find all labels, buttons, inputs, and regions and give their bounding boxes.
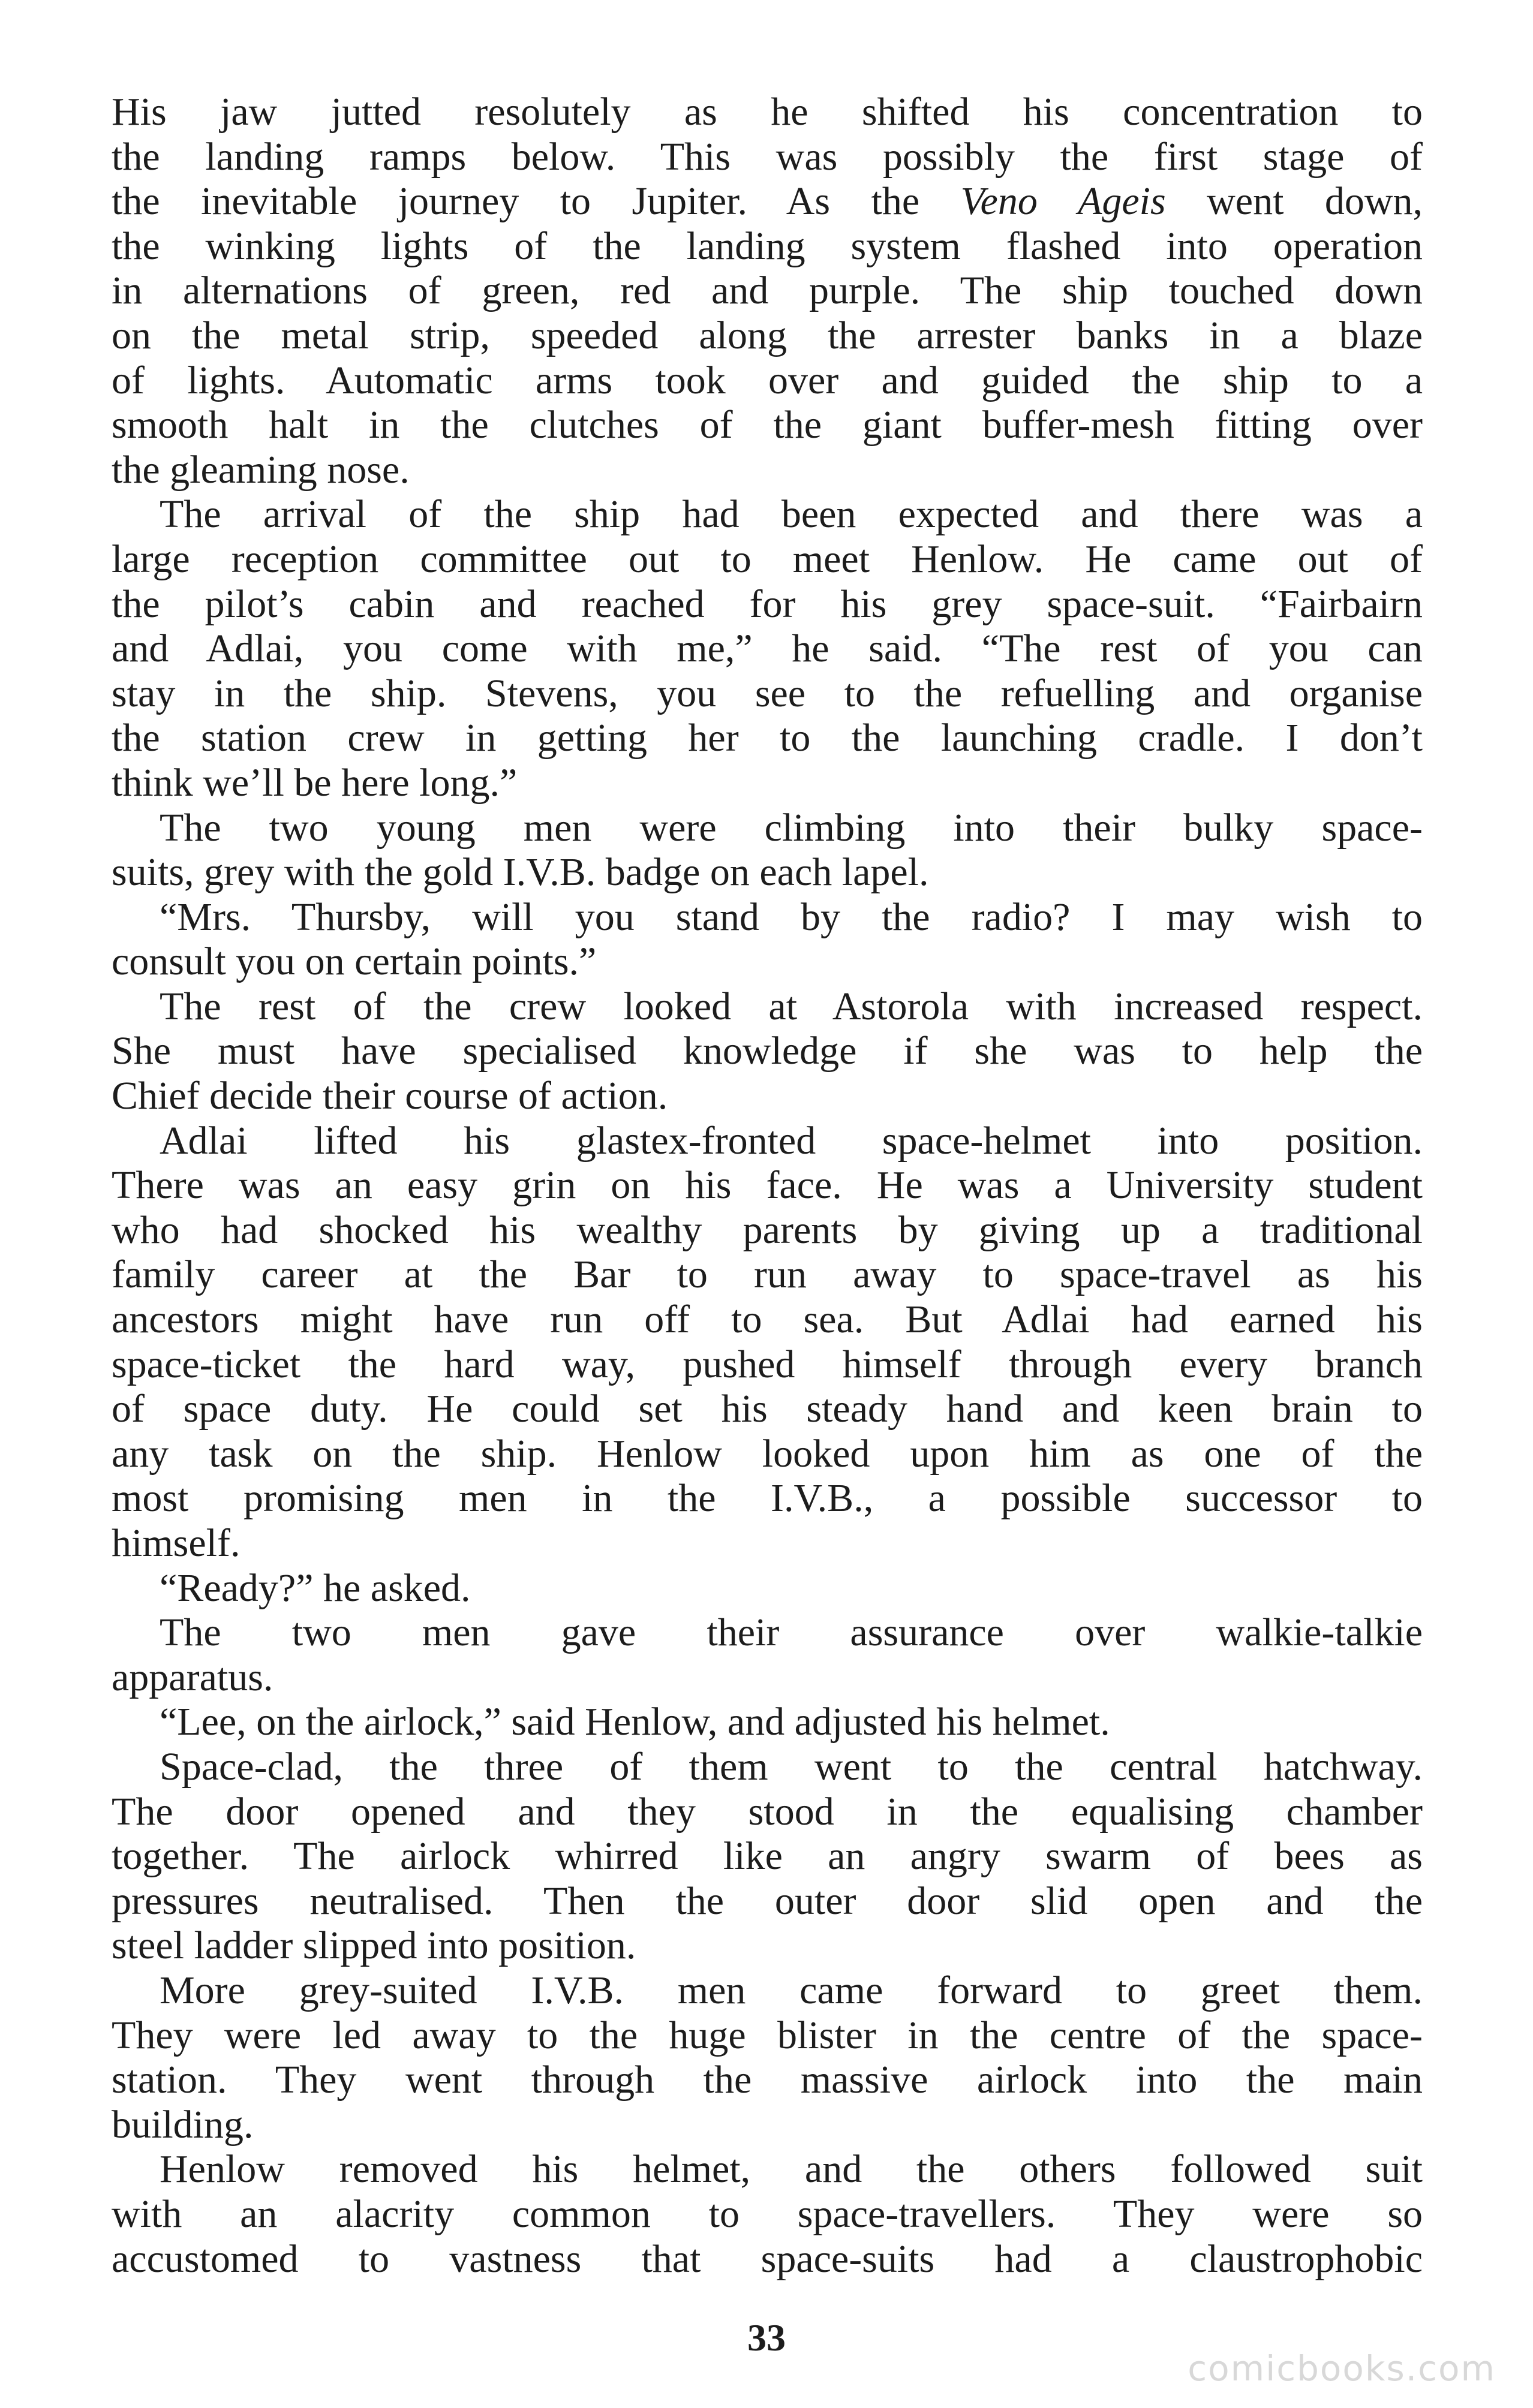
text-line: His jaw jutted resolutely as he shifted his concentration to [112,90,1423,134]
text-line: “Lee, on the airlock,” said Henlow, and adjusted his helmet. [160,1700,1110,1744]
ship-name: Veno Ageis [960,179,1166,224]
text-line: family career at the Bar to run away to space-travel as his [112,1253,1423,1297]
text-line: the pilot’s cabin and reached for his grey space-suit. “Fairbairn [112,582,1423,626]
text-line: station. They went through the massive airlock into the main [112,2058,1423,2102]
paragraph [112,806,1423,895]
text-line: “Ready?” he asked. [160,1566,471,1610]
paragraph [112,985,1423,1119]
paragraph [112,492,1423,805]
text-line: There was an easy grin on his face. He was a University student [112,1163,1423,1208]
text-line: The two young men were climbing into their bulky space- [160,805,1423,850]
paragraph [112,1968,1423,2147]
text-line: Space-clad, the three of them went to the central hatchway. [160,1744,1423,1789]
paragraph [112,1119,1423,1566]
text-line: ancestors might have run off to sea. But Adlai had earned his [112,1298,1423,1342]
text-line: accustomed to vastness that space-suits had a claustrophobic [112,2237,1423,2281]
text-line: Chief decide their course of action. [112,1074,668,1118]
text-line: building. [112,2102,254,2147]
text-line: steel ladder slipped into position. [112,1924,636,1968]
text-line: think we’ll be here long.” [112,760,518,805]
text-line: apparatus. [112,1655,273,1699]
text-line: in alternations of green, red and purple. The ship touched down [112,269,1423,313]
text-line: and Adlai, you come with me,” he said. “The rest of you can [112,627,1423,671]
text-line: the winking lights of the landing system flashed into operation [112,224,1423,268]
text-line: More grey-suited I.V.B. men came forward to greet them. [160,1968,1423,2012]
text-line: the station crew in getting her to the launching cradle. I don’t [112,716,1423,760]
paragraph [112,1700,1423,1745]
text-line: of lights. Automatic arms took over and guided the ship to a [112,358,1423,402]
text-line: “Mrs. Thursby, will you stand by the radio? I may wish to [160,895,1423,939]
text-line: The rest of the crew looked at Astorola with increased respect. [160,984,1423,1028]
page-body [112,90,1423,2281]
text-line: on the metal strip, speeded along the arrester banks in a blaze [112,313,1423,357]
paragraph [112,1611,1423,1700]
text-line: who had shocked his wealthy parents by giving up a traditional [112,1208,1423,1252]
text-line: together. The airlock whirred like an angry swarm of bees as [112,1834,1423,1879]
text-line: consult you on certain points.” [112,940,597,984]
paragraph [112,2147,1423,2281]
text-line: smooth halt in the clutches of the giant buffer-mesh fitting over [112,403,1423,447]
text-line: suits, grey with the gold I.V.B. badge on each lapel. [112,850,929,895]
paragraph [112,1566,1423,1611]
text-line: The two men gave their assurance over walkie-talkie [160,1611,1423,1655]
paragraph [112,90,1423,492]
text-line: most promising men in the I.V.B., a possible successor to [112,1476,1423,1521]
text-line: with an alacrity common to space-travellers. They were so [112,2192,1423,2236]
text-line: They were led away to the huge blister in the centre of the space- [112,2013,1423,2057]
text-line: of space duty. He could set his steady hand and keen brain to [112,1387,1423,1431]
text-line: pressures neutralised. Then the outer door slid open and the [112,1879,1423,1923]
text-line: large reception committee out to meet Henlow. He came out of [112,537,1423,581]
paragraph [112,895,1423,985]
text-line: himself. [112,1521,241,1565]
text-line: the inevitable journey to Jupiter. As the Veno Ageis went down, [112,179,1423,224]
text-line: stay in the ship. Stevens, you see to the refuelling and organise [112,671,1423,715]
text-line: the gleaming nose. [112,447,410,492]
watermark: comicbooks.com [1188,2348,1496,2389]
text-line: any task on the ship. Henlow looked upon him as one of the [112,1431,1423,1476]
text-line: The arrival of the ship had been expected and there was a [160,492,1423,537]
text-line: Henlow removed his helmet, and the others followed suit [160,2147,1423,2192]
paragraph [112,1745,1423,1968]
page-number: 33 [747,2316,786,2359]
text-line: She must have specialised knowledge if she was to help the [112,1029,1423,1073]
text-line: Adlai lifted his glastex-fronted space-helmet into position. [160,1118,1423,1163]
text-line: space-ticket the hard way, pushed himself through every branch [112,1342,1423,1386]
text-line: the landing ramps below. This was possibly the first stage of [112,134,1423,179]
text-line: The door opened and they stood in the equalising chamber [112,1789,1423,1834]
